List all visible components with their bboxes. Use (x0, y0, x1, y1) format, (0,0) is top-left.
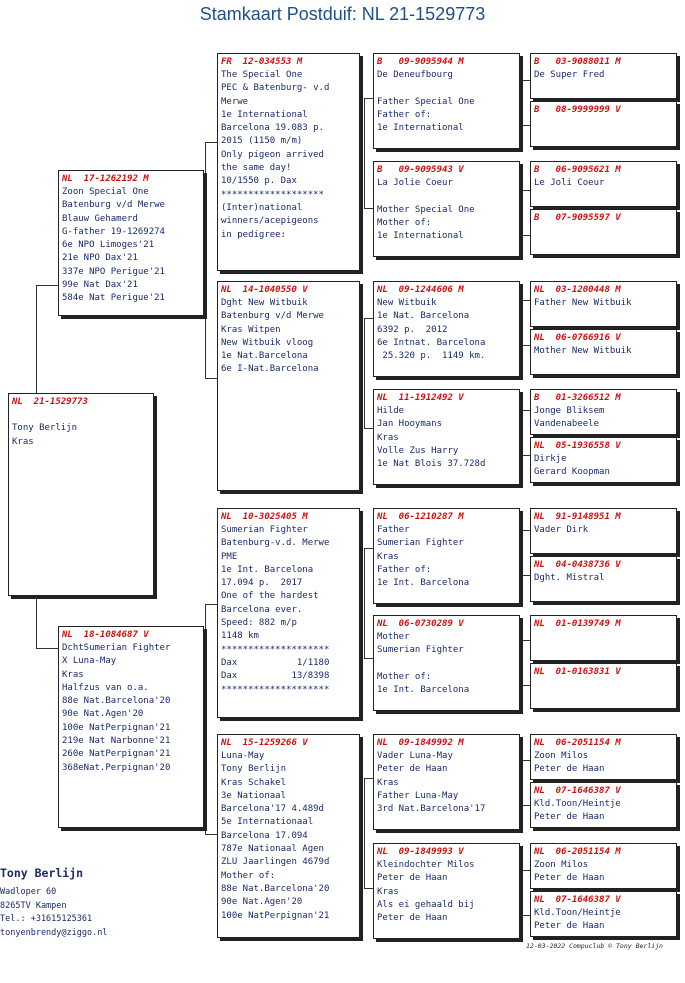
ring-number: NL 09-1849992 M (377, 738, 464, 748)
connector-line (523, 915, 530, 916)
ring-number: NL 21-1529773 (12, 397, 88, 407)
connector-line (364, 778, 373, 779)
card-text: Le Joli Coeur (534, 178, 605, 188)
card-text: DchtSumerian Fighter X Luna-May Kras Halfzus van o.a. 88e Nat.Barcelona'20 90e Nat.Agen'20 100e NatPerpignan'21 219e Nat Narbonne'21 260e NatPerpignan'21 368eNat.Perpignan'20 (62, 643, 171, 773)
card-text: Zoon Milos Peter de Haan (534, 751, 605, 775)
page-title: Stamkaart Postduif: NL 21-1529773 (199, 4, 486, 24)
pedigree-card-gen5 (530, 329, 677, 375)
connector-line (364, 98, 373, 99)
ring-number: NL 17-1262192 M (62, 174, 149, 184)
ring-number: NL 09-1244606 M (377, 285, 464, 295)
connector-line (364, 208, 373, 209)
card-text (531, 630, 676, 631)
card-text: Dght. Mistral (534, 573, 605, 583)
pedigree-card-gen3 (217, 734, 360, 938)
connector-line (523, 805, 530, 806)
card-text: Kleindochter Milos Peter de Haan Kras Als ei gehaald bij Peter de Haan (377, 860, 475, 924)
pedigree-card-gen5 (530, 663, 677, 709)
pedigree-card-gen3 (217, 281, 360, 491)
card-text: Father New Witbuik (534, 298, 632, 308)
ring-number: NL 06-0766916 V (534, 333, 621, 343)
ring-number: NL 07-1646387 V (534, 786, 621, 796)
connector-line (205, 834, 217, 835)
connector-line (364, 98, 365, 208)
footer-credit: 12-03-2022 Compuclub © Tony Berlijn (526, 942, 663, 950)
connector-line (205, 142, 217, 143)
card-text: Kld.Toon/Heintje Peter de Haan (534, 799, 621, 823)
card-text: La Jolie Coeur Mother Special One Mother of: 1e International (377, 178, 475, 242)
card-text (531, 224, 676, 225)
connector-line (523, 575, 530, 576)
ring-number: NL 18-1084687 V (62, 630, 149, 640)
connector-line (36, 285, 37, 393)
ring-number: NL 01-0163831 V (534, 667, 621, 677)
owner-email: tonyenbrendy@ziggo.nl (0, 927, 108, 938)
card-text: Kld.Toon/Heintje Peter de Haan (534, 908, 621, 932)
card-text: Sumerian Fighter Batenburg-v.d. Merwe PME 1e Int. Barcelona 17.094 p. 2017 One of the hardest Barcelona ever. Speed: 882 m/p 1148 km ******************** Dax 1/1180 Dax 13/8398 ******************** (221, 525, 330, 695)
card-text: Mother Sumerian Fighter Mother of: 1e Int. Barcelona (377, 632, 470, 696)
ring-number: NL 10-3025405 M (221, 512, 308, 522)
owner-info (0, 866, 107, 940)
connector-line (523, 870, 530, 871)
connector-line (523, 80, 530, 81)
ring-number: B 09-9095943 V (377, 165, 464, 175)
card-text: Tony Berlijn Kras (12, 423, 78, 447)
pedigree-card-gen5 (530, 734, 677, 780)
connector-line (36, 648, 58, 649)
ring-number: B 01-3266512 M (534, 393, 621, 403)
ring-number: NL 06-2051154 M (534, 847, 621, 857)
connector-line (205, 604, 206, 834)
ring-number: NL 03-1200448 M (534, 285, 621, 295)
ring-number: B 03-9088011 M (534, 57, 621, 67)
ring-number: NL 04-0438736 V (534, 560, 621, 570)
connector-line (205, 142, 206, 378)
connector-line (523, 125, 530, 126)
card-text: Vader Dirk (534, 525, 589, 535)
pedigree-card-gen5 (530, 843, 677, 889)
pedigree-card-gen5 (530, 161, 677, 207)
card-text: Dght New Witbuik Batenburg v/d Merwe Kras Witpen New Witbuik vloog 1e Nat.Barcelona 6e I-Nat.Barcelona (221, 298, 324, 375)
card-text: Mother New Witbuik (534, 346, 632, 356)
connector-line (364, 548, 365, 658)
pedigree-card-sire (58, 170, 204, 316)
card-text: De Super Fred (534, 70, 605, 80)
ring-number: NL 01-0139749 M (534, 619, 621, 629)
pedigree-card-gen4 (373, 281, 520, 377)
connector-line (523, 190, 530, 191)
card-text: De Deneufbourg Father Special One Father of: 1e International (377, 70, 475, 134)
connector-line (364, 658, 373, 659)
connector-line (364, 318, 373, 319)
pedigree-card-gen5 (530, 891, 677, 937)
connector-line (205, 604, 217, 605)
ring-number: NL 14-1040550 V (221, 285, 308, 295)
pedigree-card-gen3 (217, 508, 360, 718)
card-text (531, 678, 676, 679)
card-text: Luna-May Tony Berlijn Kras Schakel 3e Nationaal Barcelona'17 4.489d 5e Internationaal Barcelona 17.094 787e Nationaal Agen ZLU Jaarlingen 4679d Mother of: 88e Nat.Barcelona'20 90e Nat.Agen'20 100e NatPerpignan'21 (221, 751, 330, 921)
card-text: Zoon Milos Peter de Haan (534, 860, 605, 884)
card-text: Vader Luna-May Peter de Haan Kras Father Luna-May 3rd Nat.Barcelona'17 (377, 751, 486, 815)
ring-number: B 06-9095621 M (534, 165, 621, 175)
connector-line (36, 596, 37, 648)
connector-line (523, 760, 530, 761)
owner-phone: Tel.: +31615125361 (0, 914, 93, 924)
pedigree-card-gen5 (530, 615, 677, 661)
pedigree-card-gen5 (530, 209, 677, 255)
connector-line (364, 318, 365, 428)
ring-number: NL 05-1936558 V (534, 441, 621, 451)
connector-line (523, 300, 530, 301)
ring-number: NL 11-1912492 V (377, 393, 464, 403)
ring-number: B 09-9095944 M (377, 57, 464, 67)
pedigree-card-gen4 (373, 843, 520, 939)
pedigree-card-gen4 (373, 161, 520, 257)
connector-line (205, 378, 217, 379)
pedigree-card-dam (58, 626, 204, 828)
connector-line (523, 640, 530, 641)
pedigree-card-gen4 (373, 508, 520, 604)
pedigree-card-gen5 (530, 101, 677, 147)
card-text: Dirkje Gerard Koopman (534, 454, 610, 478)
pedigree-card-gen4 (373, 734, 520, 830)
card-text (531, 116, 676, 117)
pedigree-card-gen5 (530, 782, 677, 828)
pedigree-card-gen5 (530, 281, 677, 327)
connector-line (364, 548, 373, 549)
ring-number: NL 09-1849993 V (377, 847, 464, 857)
connector-line (523, 345, 530, 346)
card-text: Jonge Bliksem Vandenabeele (534, 406, 605, 430)
connector-line (523, 235, 530, 236)
pedigree-card-gen4 (373, 615, 520, 711)
ring-number: NL 91-9148951 M (534, 512, 621, 522)
ring-number: B 07-9095597 V (534, 213, 621, 223)
ring-number: NL 15-1259266 V (221, 738, 308, 748)
pedigree-card-subject (8, 393, 154, 596)
connector-line (523, 530, 530, 531)
ring-number: FR 12-034553 M (221, 57, 303, 67)
card-text: New Witbuik 1e Nat. Barcelona 6392 p. 2012 6e Intnat. Barcelona 25.320 p. 1149 km. (377, 298, 486, 362)
card-text: The Special One PEC & Batenburg- v.d Merwe 1e International Barcelona 19.083 p. 2015 (1150 m/m) Only pigeon arrived the same day! 10/1550 p. Dax ******************* (Inter)national winners/acepigeons in pedigree: (221, 70, 330, 240)
pedigree-card-gen5 (530, 508, 677, 554)
pedigree-card-gen5 (530, 556, 677, 602)
card-text: Zoon Special One Batenburg v/d Merwe Blauw Gehamerd G-father 19-1269274 6e NPO Limoges'21 21e NPO Dax'21 337e NPO Perigue'21 99e Nat Dax'21 584e Nat Perigue'21 (62, 187, 165, 304)
pedigree-card-gen4 (373, 53, 520, 149)
connector-line (364, 778, 365, 888)
pedigree-card-gen5 (530, 53, 677, 99)
connector-line (523, 410, 530, 411)
pedigree-card-gen5 (530, 437, 677, 483)
ring-number: NL 07-1646387 V (534, 895, 621, 905)
card-text: Father Sumerian Fighter Kras Father of: 1e Int. Barcelona (377, 525, 470, 589)
owner-address: Wadloper 60 (0, 887, 57, 897)
pedigree-card-gen3 (217, 53, 360, 271)
pedigree-card-gen4 (373, 389, 520, 485)
connector-line (523, 685, 530, 686)
connector-line (523, 455, 530, 456)
card-text: Hilde Jan Hooymans Kras Volle Zus Harry 1e Nat Blois 37.728d (377, 406, 486, 470)
connector-line (36, 285, 58, 286)
ring-number: NL 06-1210287 M (377, 512, 464, 522)
ring-number: B 08-9999999 V (534, 105, 621, 115)
connector-line (364, 428, 373, 429)
ring-number: NL 06-0730289 V (377, 619, 464, 629)
connector-line (364, 888, 373, 889)
ring-number: NL 06-2051154 M (534, 738, 621, 748)
owner-name: Tony Berlijn (0, 866, 84, 880)
owner-city: 8265TV Kampen (0, 900, 67, 911)
pedigree-card-gen5 (530, 389, 677, 435)
